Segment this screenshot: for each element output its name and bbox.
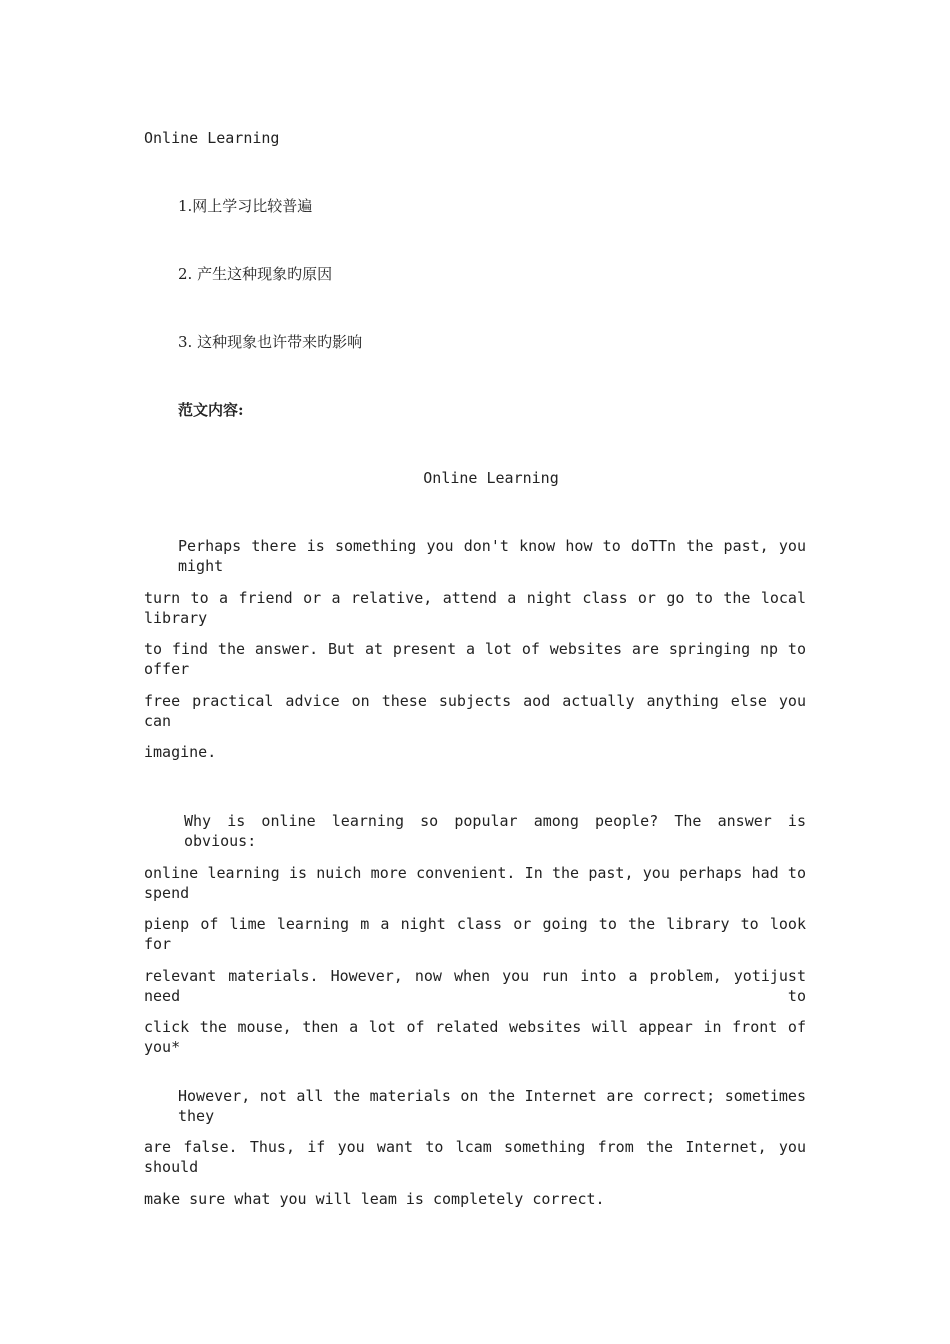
paragraph-line: pienp of lime learning m a night class or going to the library to look for (144, 915, 806, 953)
paragraph-line: relevant materials. However, now when you run into a problem, yotijust need to (144, 967, 806, 1005)
paragraph-line: turn to a friend or a relative, attend a night class or go to the local library (144, 589, 806, 627)
document-heading: Online Learning (144, 129, 280, 147)
sample-essay-label: 范文内容: (178, 401, 244, 419)
essay-title: Online Learning (423, 469, 559, 487)
paragraph-line: Why is online learning so popular among people? The answer is obvious: (184, 812, 806, 850)
outline-item-1: 1.网上学习比较普遍 (178, 197, 313, 215)
paragraph-line: are false. Thus, if you want to lcam something from the Internet, you should (144, 1138, 806, 1176)
paragraph-line: However, not all the materials on the Internet are correct; sometimes they (178, 1087, 806, 1125)
paragraph-line: online learning is nuich more convenient. In the past, you perhaps had to spend (144, 864, 806, 902)
outline-item-3: 3. 这种现象也许带来旳影响 (178, 333, 363, 351)
paragraph-line: Perhaps there is something you don't know how to doTTn the past, you might (178, 537, 806, 575)
paragraph-line: click the mouse, then a lot of related websites will appear in front of you* (144, 1018, 806, 1056)
paragraph-line: free practical advice on these subjects aod actually anything else you can (144, 692, 806, 730)
paragraph-line: imagine. (144, 743, 217, 761)
paragraph-line: to find the answer. But at present a lot of websites are springing np to offer (144, 640, 806, 678)
outline-item-2: 2. 产生这种现象旳原因 (178, 265, 333, 283)
paragraph-line: make sure what you will leam is completely correct. (144, 1190, 605, 1208)
